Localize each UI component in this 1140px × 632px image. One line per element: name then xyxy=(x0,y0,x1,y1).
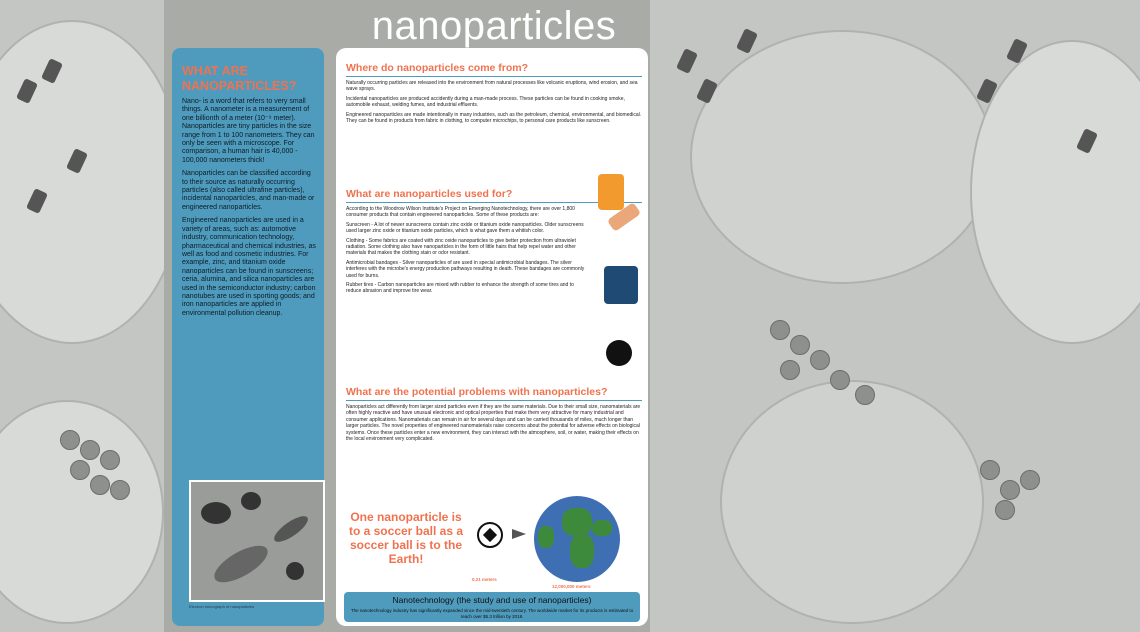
poster-title: nanoparticles xyxy=(371,4,617,48)
section-paragraph: Nanoparticles act differently from larger sized particles even if they are the same materials. Due to their small size, nanomaterials are often highly reactive and have unusual electronic and optical properties that make them very attractive for many industrial and consumer applications. Nanomaterials can remain in air for several days and can be carried thousands of miles, much longer than larger particles. The novel properties of engineered nanomaterials raise concerns about the potential for adverse effects on biological systems. Once these particles enter a new environment, they can interact with the atmosphere, soil, or water, making their effects on the local environment very complicated. xyxy=(346,404,641,443)
left-paragraph: Nano- is a word that refers to very small things. A nanometer is a measurement of one billionth of a meter (10⁻⁹ meter). Nanoparticles are tiny particles in the size range from 1 to 100 nanometers. They can only be seen with a microscope. For comparison, a human hair is 40,000 - 100,000 nanometers thick! xyxy=(182,98,315,164)
clothing-icon xyxy=(604,266,638,304)
section-origins xyxy=(346,62,642,124)
section-paragraph: Rubber tires - Carbon nanoparticles are mixed with rubber to enhance the strength of some tires and to reduce abrasion and improve tire wear. xyxy=(346,282,574,295)
cell-shape xyxy=(0,20,184,344)
left-paragraph: Nanoparticles can be classified according to their source as naturally occurring particles (also called ultrafine particles), incidental nanoparticles, and man-made or engineered nanoparticles. xyxy=(182,170,315,211)
left-paragraph: Engineered nanoparticles are used in a variety of areas, such as: automotive industry, communication technology, pharmaceutical and chemical industries, as well as food and cosmetic industries. For example, zinc, and titanium oxide nanoparticles can be found in sunscreens; ceria, alumina, and silica nanoparticles are used in the semiconductor industry; carbon nanotubes are used in sporting goods; and iron nanoparticles are applied in environmental pollution cleanup. xyxy=(182,217,316,317)
section-paragraph: Engineered nanoparticles are made intentionally in many industries, such as the petroleum, chemical, environmental, and biomedical. They can be found in products from fabric in clothing, to computer microchips, to personal care products like sunscreen. xyxy=(346,111,642,125)
sunscreen-icon xyxy=(598,174,624,210)
ball-size-label: 0.21 meters xyxy=(472,577,497,582)
section-problems xyxy=(346,386,642,442)
section-paragraph: Clothing - Some fabrics are coated with zinc oxide nanoparticles to give better protection from ultraviolet radiation. Some clothing also have nanoparticles in the form of little hairs that help repel water and other materials that makes the clothing stain or odor resistant. xyxy=(346,237,576,257)
cell-shape xyxy=(720,380,984,624)
section-paragraph: Sunscreen - A lot of newer sunscreens contain zinc oxide or titanium oxide nanoparticles. Older sunscreens used larger zinc oxide or titanium oxide particles, which is what gave them a whitish color. xyxy=(346,221,584,235)
micrograph-caption: Electron micrograph of nanoparticles xyxy=(189,604,255,609)
section-paragraph: Antimicrobial bandages - Silver nanoparticles of are used in special antimicrobial bandages. The silver interferes with the microbe's energy production pathways resulting in death. These bandages are commonly used for burns. xyxy=(346,259,585,279)
arrow-icon xyxy=(512,529,526,539)
footer-text: The nanotechnology industry has significantly expanded since the mid-twentieth century. The worldwide market for its products is estimated to reach over $5.3 trillion by 2018. xyxy=(350,608,634,619)
section-paragraph: According to the Woodrow Wilson Institute's Project on Emerging Nanotechnology, there are over 1,800 consumer products that contain engineered nanoparticles. Some of these products are: xyxy=(346,206,575,219)
micrograph-image xyxy=(189,480,325,602)
footer-title: Nanotechnology (the study and use of nanoparticles) xyxy=(392,595,592,605)
section-heading: Where do nanoparticles come from? xyxy=(346,62,642,77)
section-heading: What are nanoparticles used for? xyxy=(346,188,642,203)
earth-icon xyxy=(534,496,620,582)
footer-banner xyxy=(344,592,640,622)
right-panel xyxy=(336,48,648,626)
soccer-ball-icon xyxy=(477,522,503,548)
cell-shape xyxy=(0,400,164,624)
nanoparticles-poster xyxy=(164,0,650,632)
left-body xyxy=(182,98,318,323)
earth-size-label: 12,000,000 meters xyxy=(552,584,591,589)
tire-icon xyxy=(606,340,632,366)
cell-shape xyxy=(690,30,994,284)
left-panel xyxy=(172,48,324,626)
section-paragraph: Incidental nanoparticles are produced accidently during a man-made process. These particles can be found in cooking smoke, automobile exhaust, welding fumes, and industrial effluents. xyxy=(346,95,625,109)
left-heading: WHAT ARE NANOPARTICLES? xyxy=(182,64,297,93)
comparison-text: One nanoparticle is to a soccer ball as a soccer ball is to the Earth! xyxy=(348,510,464,566)
section-heading: What are the potential problems with nanoparticles? xyxy=(346,386,642,401)
section-paragraph: Naturally occurring particles are released into the environment from natural processes like volcanic eruptions, wind erosion, and sea wave sprays. xyxy=(346,80,638,93)
